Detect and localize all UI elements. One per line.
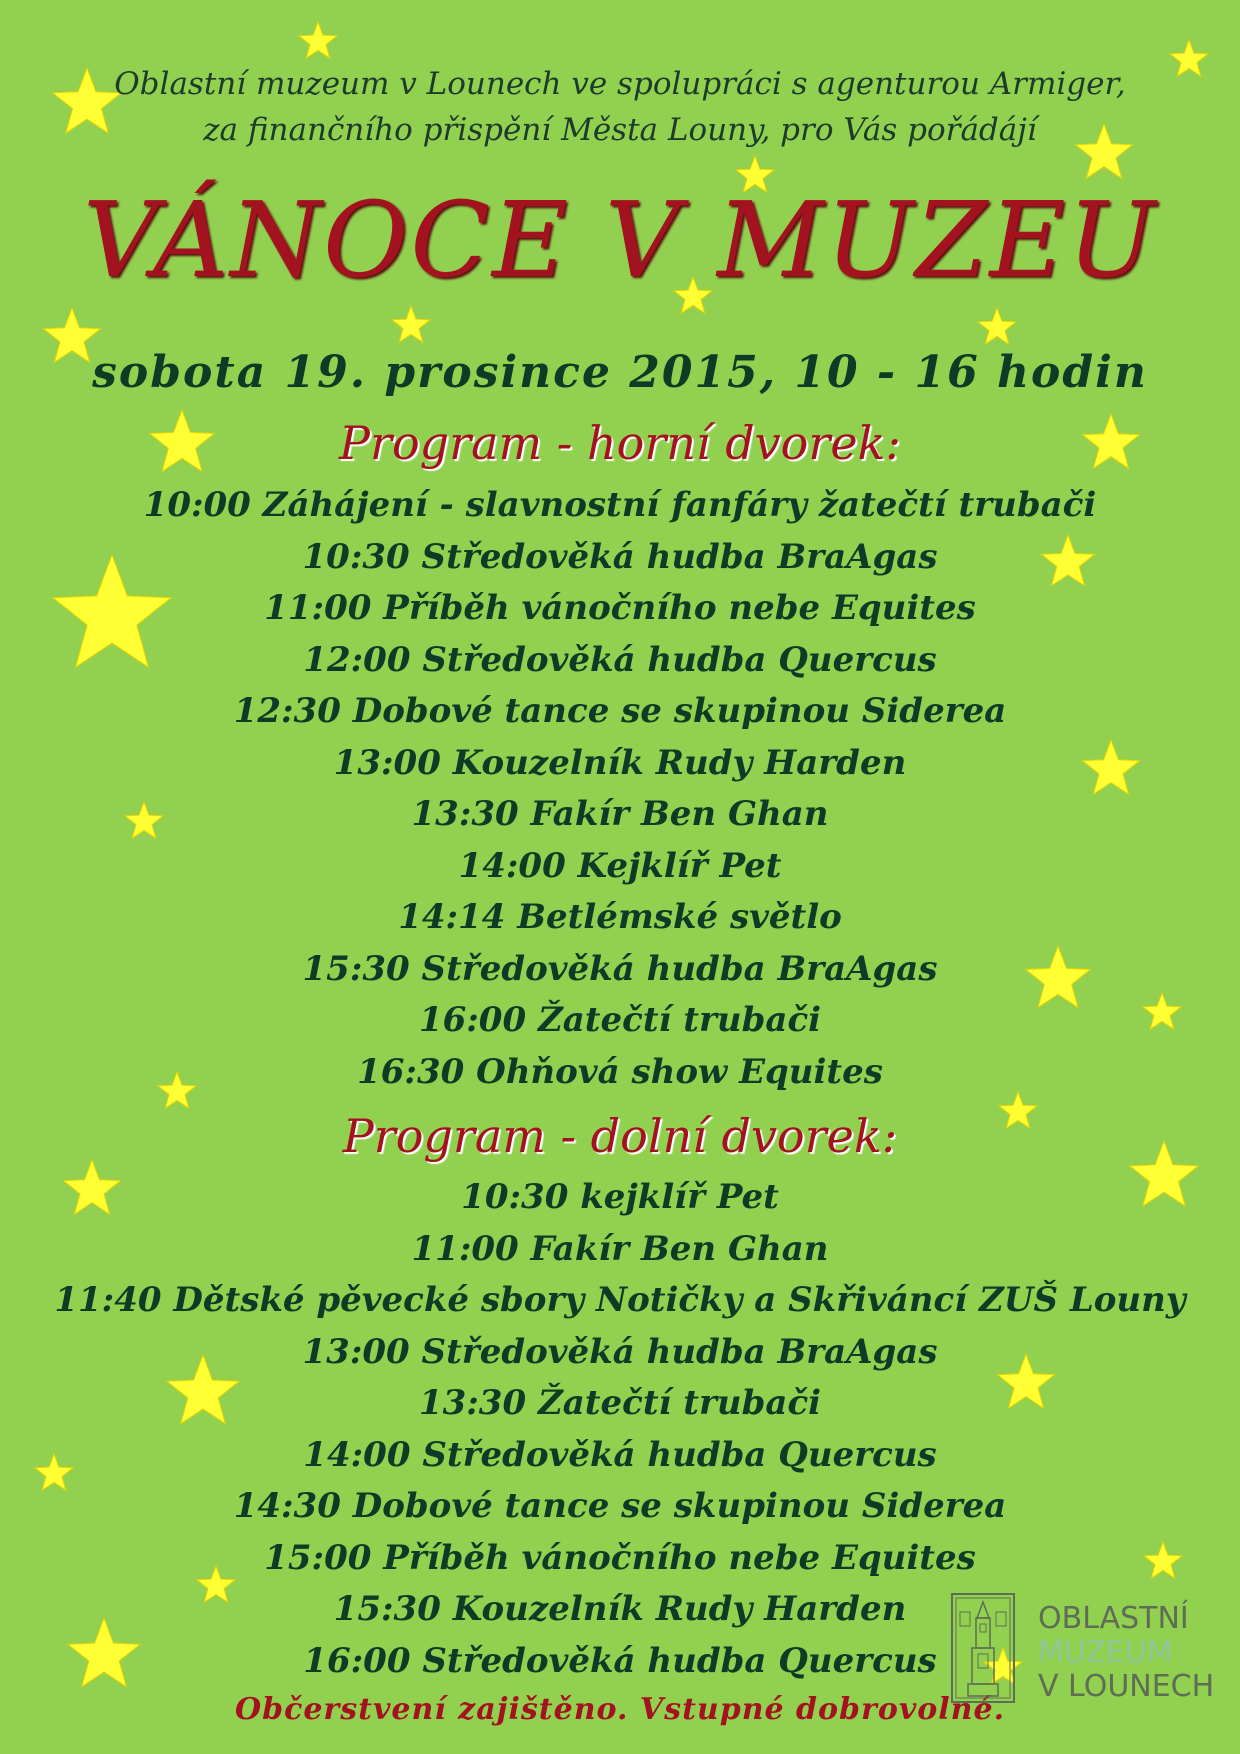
program-item: 16:00 Středověká hudba Quercus (303, 1640, 937, 1681)
program-item: 14:00 Středověká hudba Quercus (303, 1434, 937, 1475)
program-item: 10:30 Středověká hudba BraAgas (302, 536, 938, 577)
intro-line-2: za finančního přispění Města Louny, pro Vás pořádájí (203, 112, 1037, 148)
logo-text-line-2: MUZEUM (1038, 1635, 1173, 1670)
program-item: 16:00 Žatečtí trubači (418, 1000, 822, 1040)
poster-title: VÁNOCE V MUZEU (82, 179, 1158, 301)
program-item: 14:30 Dobové tance se skupinou Siderea (233, 1486, 1007, 1526)
program-item: 12:00 Středověká hudba Quercus (303, 639, 937, 680)
program-item: 13:30 Fakír Ben Ghan (411, 794, 829, 834)
museum-tower-icon (950, 1592, 1016, 1704)
program-item: 14:00 Kejklíř Pet (458, 845, 782, 886)
program-item: 10:00 Záhájení - slavnostní fanfáry žatečtí trubači (143, 485, 1097, 525)
program-item: 11:00 Příběh vánočního nebe Equites (264, 588, 976, 628)
footer-note: Občerstvení zajištěno. Vstupné dobrovolné. (234, 1692, 1006, 1727)
program-item: 13:00 Středověká hudba BraAgas (302, 1331, 938, 1372)
program-item: 15:30 Středověká hudba BraAgas (302, 948, 938, 989)
program-item: 12:30 Dobové tance se skupinou Siderea (233, 691, 1007, 731)
program-lower-heading: Program - dolní dvorek: (342, 1109, 898, 1163)
logo-text-line-1: OBLASTNÍ (1038, 1601, 1189, 1636)
program-upper-list (0, 480, 1240, 1098)
program-item: 13:00 Kouzelník Rudy Harden (333, 742, 907, 783)
program-item: 10:30 kejklíř Pet (461, 1177, 779, 1217)
intro-line-1: Oblastní muzeum v Lounech ve spolupráci s agenturou Armiger, (114, 66, 1126, 102)
program-item: 15:00 Příběh vánočního nebe Equites (264, 1537, 976, 1578)
museum-logo (950, 1592, 1220, 1704)
program-item: 13:30 Žatečtí trubači (418, 1383, 822, 1423)
star-icon (299, 22, 337, 58)
program-item: 11:40 Dětské pěvecké sbory Notičky a Skřiváncí ZUŠ Louny (54, 1280, 1186, 1320)
program-item: 14:14 Betlémské světlo (398, 897, 842, 937)
logo-text-line-3: V LOUNECH (1038, 1669, 1215, 1704)
program-item: 15:30 Kouzelník Rudy Harden (333, 1589, 907, 1629)
program-item: 11:00 Fakír Ben Ghan (411, 1228, 829, 1269)
star-icon (392, 306, 430, 342)
program-upper-heading: Program - horní dvorek: (339, 416, 901, 470)
event-date: sobota 19. prosince 2015, 10 - 16 hodin (92, 347, 1148, 398)
star-icon (978, 308, 1016, 344)
program-item: 16:30 Ohňová show Equites (357, 1051, 883, 1092)
